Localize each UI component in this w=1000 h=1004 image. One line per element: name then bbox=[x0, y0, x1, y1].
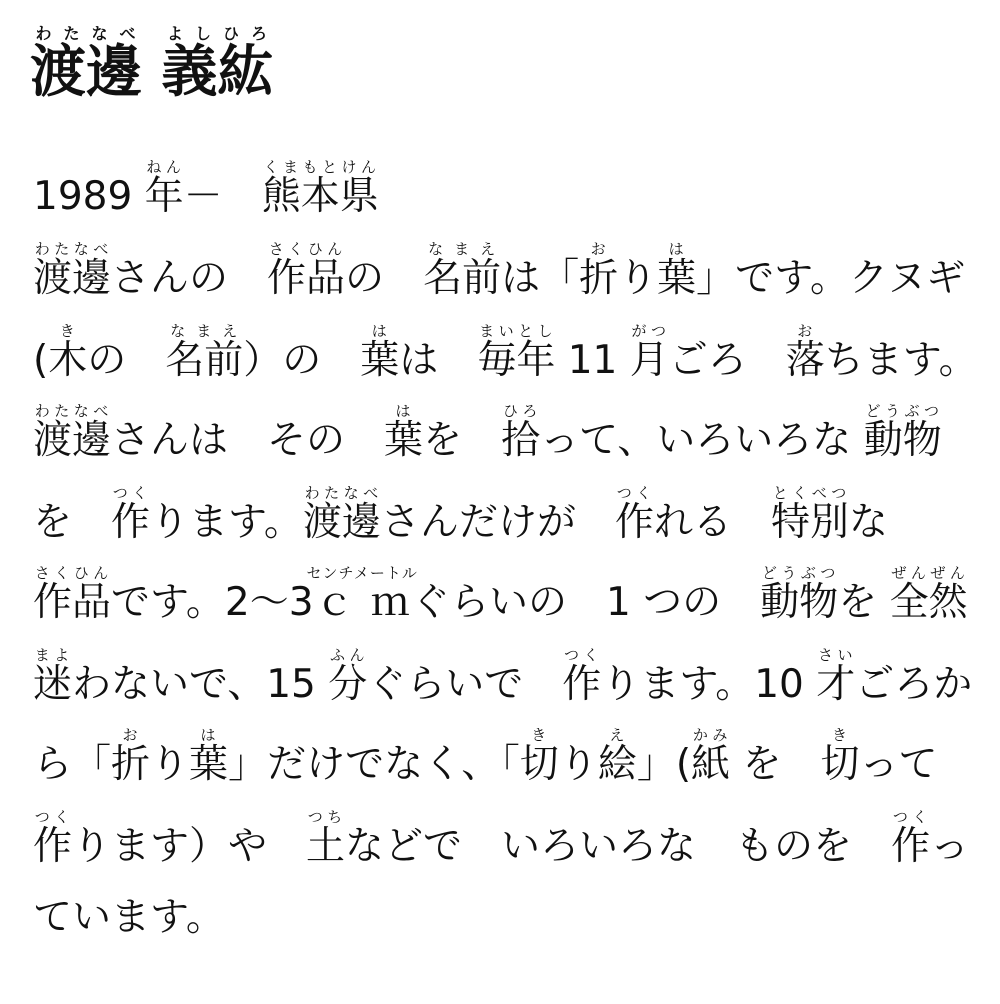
kanji-text: 作 bbox=[111, 500, 151, 545]
text-fragment: は bbox=[399, 338, 478, 383]
text-fragment: ごろ bbox=[668, 338, 786, 383]
furigana: つく bbox=[614, 484, 654, 502]
text-fragment: 1989 bbox=[33, 174, 145, 219]
kanji-text: 動物 bbox=[760, 580, 839, 625]
furigana: わた bbox=[30, 24, 86, 43]
ruby-word bbox=[328, 646, 368, 707]
ruby-word bbox=[614, 484, 654, 545]
text-fragment: ります。10 bbox=[601, 662, 817, 707]
kanji-text: 拾 bbox=[501, 418, 541, 463]
furigana: き bbox=[519, 726, 559, 744]
ruby-word bbox=[165, 322, 244, 383]
furigana: つく bbox=[891, 808, 931, 826]
kanji-text: 渡邊 bbox=[33, 418, 112, 463]
kanji-text: 落 bbox=[785, 338, 825, 383]
text-fragment: － bbox=[183, 174, 262, 219]
kanji-text: 絵 bbox=[597, 742, 637, 787]
text-line bbox=[33, 322, 978, 383]
furigana: さくひん bbox=[267, 240, 346, 258]
furigana: つく bbox=[111, 484, 151, 502]
text-fragment: を bbox=[33, 500, 112, 545]
ruby-word bbox=[111, 726, 151, 787]
furigana: まよ bbox=[33, 646, 73, 664]
ruby-word bbox=[267, 240, 346, 301]
kanji-text: 作品 bbox=[267, 256, 346, 301]
kanji-text: 才 bbox=[816, 662, 856, 707]
text-fragment: ています。 bbox=[33, 895, 225, 940]
ruby-word bbox=[863, 402, 942, 463]
ruby-word bbox=[770, 484, 849, 545]
ruby-word bbox=[302, 484, 381, 545]
furigana: つく bbox=[33, 808, 73, 826]
ruby-word bbox=[423, 240, 502, 301]
furigana: つく bbox=[562, 646, 602, 664]
furigana: お bbox=[579, 240, 619, 258]
kanji-text: 分 bbox=[328, 662, 368, 707]
kanji-text: 月 bbox=[629, 338, 669, 383]
ruby-word bbox=[306, 564, 418, 625]
furigana: なべ bbox=[86, 24, 142, 43]
text-line bbox=[33, 646, 973, 707]
furigana: とくべつ bbox=[770, 484, 849, 502]
kanji-text: 紙 bbox=[691, 742, 731, 787]
kanji-text: 名前 bbox=[423, 256, 502, 301]
kanji-text: 作 bbox=[614, 500, 654, 545]
furigana: さくひん bbox=[33, 564, 112, 582]
furigana: センチメートル bbox=[306, 564, 418, 582]
text-fragment: の bbox=[345, 256, 424, 301]
ruby-word bbox=[261, 158, 379, 219]
text-fragment: さんは その bbox=[111, 418, 385, 463]
ruby-word bbox=[597, 726, 637, 787]
furigana: お bbox=[785, 322, 825, 340]
text-fragment: ら「 bbox=[33, 742, 112, 787]
text-fragment: などで いろいろな ものを bbox=[345, 824, 892, 869]
text-line bbox=[33, 240, 966, 301]
furigana: くまもとけん bbox=[261, 158, 379, 176]
furigana: よし bbox=[161, 24, 218, 43]
ruby-word bbox=[579, 240, 619, 301]
ruby-word bbox=[477, 322, 556, 383]
kanji-text: 名前 bbox=[165, 338, 244, 383]
text-fragment: を bbox=[838, 580, 890, 625]
furigana: どうぶつ bbox=[760, 564, 839, 582]
furigana: は bbox=[189, 726, 229, 744]
furigana: ぜんぜん bbox=[889, 564, 968, 582]
ruby-word bbox=[501, 402, 541, 463]
kanji-text: 渡邊 bbox=[33, 256, 112, 301]
kanji-text: 葉 bbox=[189, 742, 229, 787]
furigana: は bbox=[360, 322, 400, 340]
text-line bbox=[33, 402, 942, 463]
text-fragment: 11 bbox=[555, 338, 630, 383]
furigana: ひろ bbox=[501, 402, 541, 420]
kanji-text: 作 bbox=[562, 662, 602, 707]
furigana: ふん bbox=[328, 646, 368, 664]
furigana: まいとし bbox=[477, 322, 556, 340]
kanji-text: 全然 bbox=[889, 580, 968, 625]
ruby-word bbox=[48, 322, 88, 383]
kanji-text: 葉 bbox=[360, 338, 400, 383]
text-fragment: ごろか bbox=[855, 662, 973, 707]
kanji-text: 年 bbox=[144, 174, 184, 219]
text-line bbox=[33, 726, 938, 787]
furigana: なまえ bbox=[423, 240, 502, 258]
kanji-text: 熊本県 bbox=[261, 174, 379, 219]
text-fragment: ( bbox=[33, 338, 49, 383]
ruby-word bbox=[189, 726, 229, 787]
ruby-word bbox=[33, 564, 112, 625]
furigana: ひろ bbox=[217, 24, 274, 43]
text-line bbox=[33, 564, 968, 625]
furigana: かみ bbox=[691, 726, 731, 744]
kanji-text: 迷 bbox=[33, 662, 73, 707]
ruby-word bbox=[217, 24, 274, 105]
page-title bbox=[30, 24, 274, 105]
ruby-word bbox=[891, 808, 931, 869]
text-line bbox=[33, 808, 970, 869]
kanji-text: 紘 bbox=[217, 40, 274, 105]
ruby-word bbox=[306, 808, 346, 869]
text-fragment: ります）や bbox=[72, 824, 307, 869]
text-fragment: ります。 bbox=[150, 500, 303, 545]
furigana: がつ bbox=[629, 322, 669, 340]
kanji-text: 邊 bbox=[86, 40, 142, 105]
ruby-word bbox=[33, 402, 112, 463]
furigana: は bbox=[657, 240, 697, 258]
kanji-text: 特別 bbox=[770, 500, 849, 545]
furigana: き bbox=[48, 322, 88, 340]
ruby-word bbox=[519, 726, 559, 787]
text-fragment: さんの bbox=[111, 256, 268, 301]
furigana: わたなべ bbox=[302, 484, 381, 502]
kanji-text: 作品 bbox=[33, 580, 112, 625]
text-fragment: 」( bbox=[636, 742, 692, 787]
ruby-word bbox=[86, 24, 142, 105]
kanji-text: 渡邊 bbox=[302, 500, 381, 545]
text-fragment: の bbox=[87, 338, 166, 383]
kanji-text: 作 bbox=[891, 824, 931, 869]
ruby-word bbox=[816, 646, 856, 707]
kanji-text: 切 bbox=[820, 742, 860, 787]
text-fragment: さんだけが bbox=[380, 500, 615, 545]
text-fragment: ぐらいの 1 つの bbox=[410, 580, 761, 625]
furigana: ねん bbox=[144, 158, 184, 176]
ruby-word bbox=[785, 322, 825, 383]
text-fragment: は「 bbox=[501, 256, 580, 301]
text-fragment: を bbox=[730, 742, 821, 787]
kanji-text: 動物 bbox=[863, 418, 942, 463]
ruby-word bbox=[562, 646, 602, 707]
text-line bbox=[33, 158, 379, 219]
kanji-text: 土 bbox=[306, 824, 346, 869]
text-fragment: ぐらいで bbox=[367, 662, 563, 707]
text-fragment: 」です。クヌギ bbox=[696, 256, 966, 301]
text-fragment: です。2～3 bbox=[111, 580, 314, 625]
text-fragment: な bbox=[849, 500, 889, 545]
furigana: は bbox=[384, 402, 424, 420]
text-fragment: り bbox=[618, 256, 658, 301]
ruby-word bbox=[384, 402, 424, 463]
ruby-word bbox=[161, 24, 218, 105]
furigana: つち bbox=[306, 808, 346, 826]
kanji-text: 折 bbox=[111, 742, 151, 787]
kanji-text: 木 bbox=[48, 338, 88, 383]
text-fragment: り bbox=[150, 742, 190, 787]
furigana: わたなべ bbox=[33, 402, 112, 420]
ruby-word bbox=[144, 158, 184, 219]
ruby-word bbox=[820, 726, 860, 787]
kanji-text: ｃｍ bbox=[306, 580, 418, 625]
kanji-text: 義 bbox=[161, 40, 218, 105]
furigana: どうぶつ bbox=[863, 402, 942, 420]
furigana: さい bbox=[816, 646, 856, 664]
furigana: き bbox=[820, 726, 860, 744]
furigana: なまえ bbox=[165, 322, 244, 340]
ruby-word bbox=[889, 564, 968, 625]
text-fragment: ちます。 bbox=[824, 338, 978, 383]
text-fragment bbox=[142, 40, 162, 105]
text-line bbox=[33, 484, 889, 545]
furigana: お bbox=[111, 726, 151, 744]
ruby-word bbox=[33, 808, 73, 869]
kanji-text: 作 bbox=[33, 824, 73, 869]
kanji-text: 渡 bbox=[30, 40, 86, 105]
text-fragment: わないで、15 bbox=[72, 662, 329, 707]
furigana: え bbox=[597, 726, 637, 744]
ruby-word bbox=[30, 24, 86, 105]
ruby-word bbox=[629, 322, 669, 383]
furigana: わたなべ bbox=[33, 240, 112, 258]
text-fragment: っ bbox=[930, 824, 970, 869]
ruby-word bbox=[360, 322, 400, 383]
text-fragment: 」だけでなく、「 bbox=[228, 742, 520, 787]
ruby-word bbox=[33, 646, 73, 707]
text-fragment: ）の bbox=[243, 338, 361, 383]
kanji-text: 葉 bbox=[657, 256, 697, 301]
ruby-word bbox=[33, 240, 112, 301]
ruby-word bbox=[111, 484, 151, 545]
text-fragment: れる bbox=[653, 500, 771, 545]
kanji-text: 切 bbox=[519, 742, 559, 787]
text-fragment: って、いろいろな bbox=[540, 418, 864, 463]
text-fragment: って bbox=[859, 742, 938, 787]
ruby-word bbox=[691, 726, 731, 787]
text-line bbox=[33, 895, 225, 940]
kanji-text: 毎年 bbox=[477, 338, 556, 383]
kanji-text: 葉 bbox=[384, 418, 424, 463]
ruby-word bbox=[657, 240, 697, 301]
text-fragment: を bbox=[423, 418, 502, 463]
text-fragment: り bbox=[558, 742, 598, 787]
ruby-word bbox=[760, 564, 839, 625]
kanji-text: 折 bbox=[579, 256, 619, 301]
